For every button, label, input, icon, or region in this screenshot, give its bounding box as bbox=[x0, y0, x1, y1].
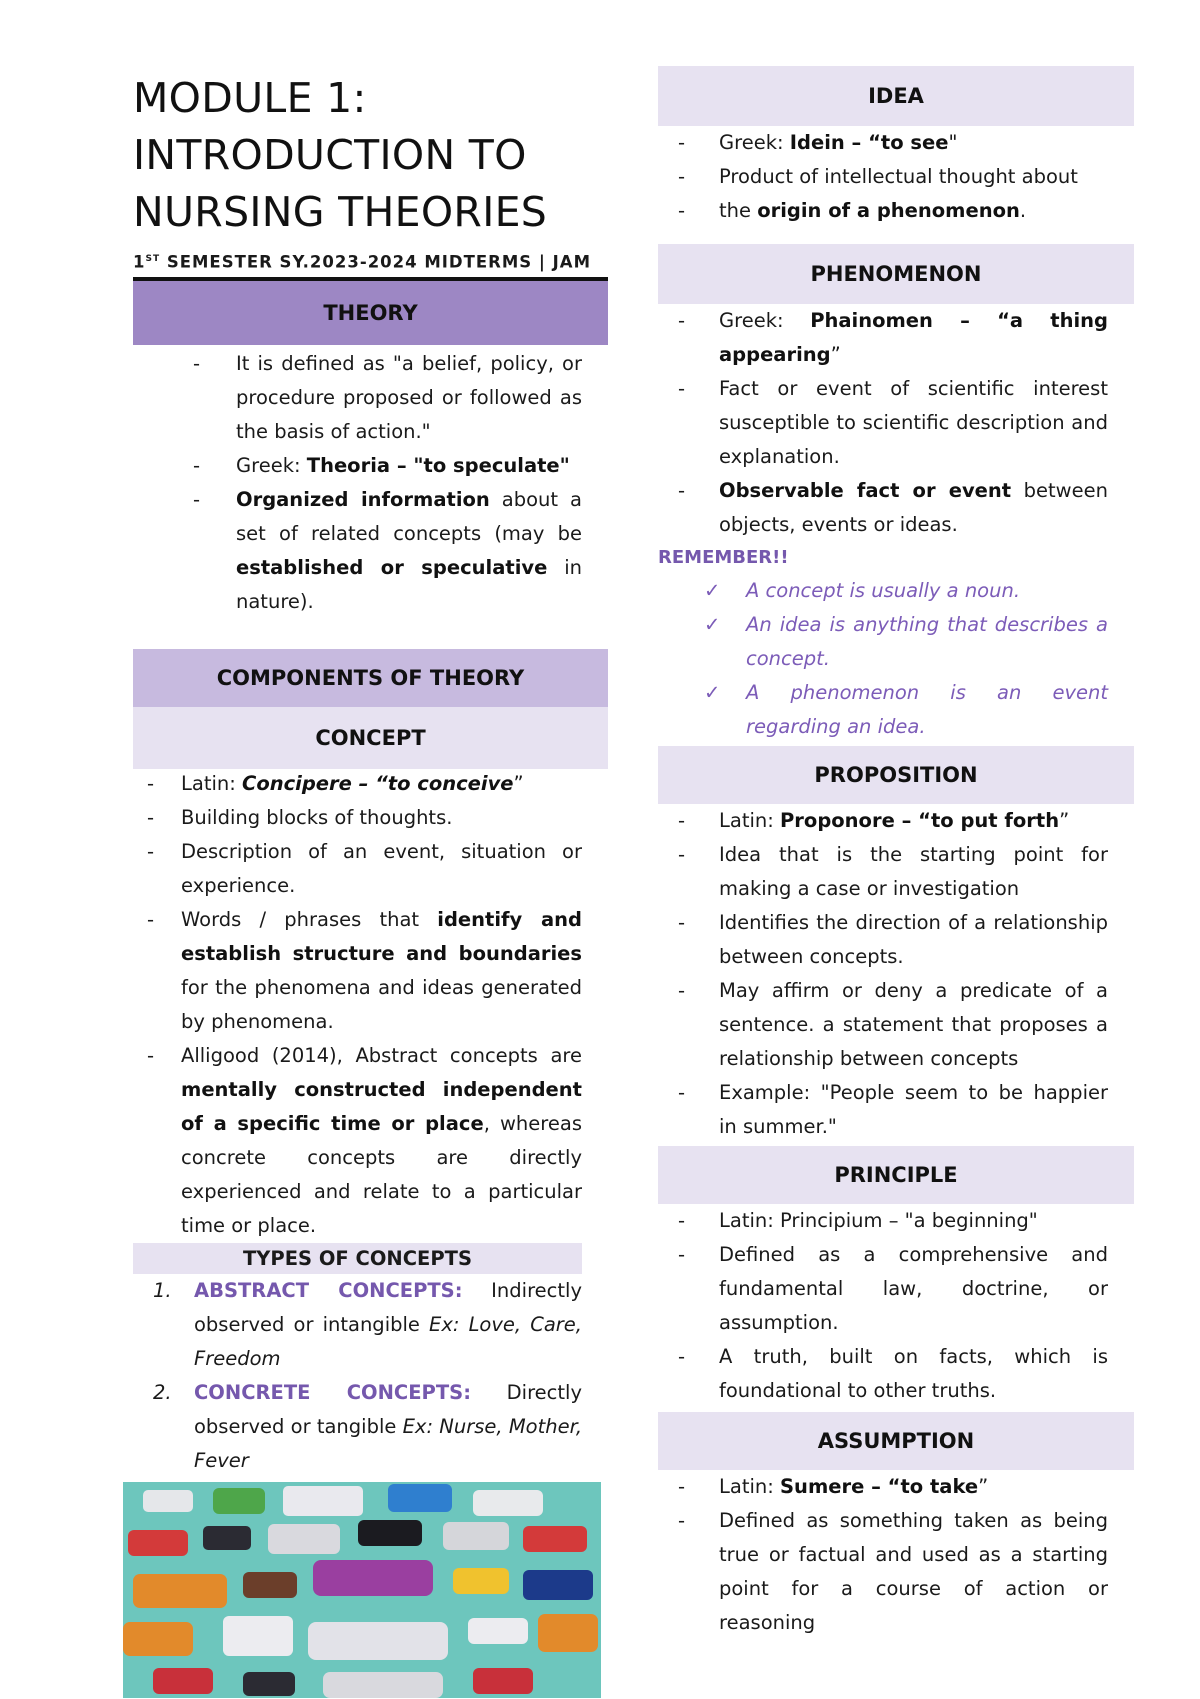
item-text: Greek: bbox=[236, 453, 307, 477]
item-text: Description of an event, situation or experience. bbox=[181, 839, 582, 897]
principle-list bbox=[658, 1204, 1134, 1408]
item-text: Latin: bbox=[181, 771, 243, 795]
semester-line bbox=[133, 247, 608, 275]
list-item bbox=[133, 903, 608, 1039]
item-text: ” bbox=[978, 1475, 989, 1498]
check-icon: ✓ bbox=[704, 579, 721, 602]
item-text: about a set of related concepts (may be bbox=[236, 487, 582, 545]
module-title bbox=[133, 70, 608, 241]
item-text: . bbox=[1019, 199, 1027, 222]
item-bold: Theoria – "to speculate" bbox=[306, 453, 570, 477]
item-text: Defined as a comprehensive and fundamental law, doctrine, or assumption. bbox=[719, 1243, 1108, 1334]
proposition-list bbox=[658, 804, 1134, 1144]
check-icon: ✓ bbox=[704, 681, 721, 704]
components-heading: COMPONENTS OF THEORY bbox=[133, 649, 608, 707]
title-line: MODULE 1: bbox=[133, 74, 367, 122]
list-item bbox=[133, 835, 608, 903]
item-text: between objects, events or ideas. bbox=[719, 479, 1108, 536]
item-text: May affirm or deny a predicate of a sentence. a statement that proposes a relationship between concepts bbox=[719, 979, 1108, 1070]
proposition-heading: PROPOSITION bbox=[658, 746, 1134, 804]
list-item bbox=[133, 483, 608, 619]
item-label: CONCRETE CONCEPTS: bbox=[194, 1380, 471, 1404]
list-item bbox=[658, 608, 1134, 676]
item-example: Ex: Nurse, Mother, Fever bbox=[194, 1414, 583, 1472]
list-item bbox=[133, 801, 608, 835]
list-item bbox=[133, 449, 608, 483]
item-bold: established or speculative bbox=[236, 555, 548, 579]
item-text: Idea that is the starting point for making a case or investigation bbox=[719, 843, 1108, 900]
idea-heading: IDEA bbox=[658, 66, 1134, 126]
item-text: ” bbox=[1059, 809, 1070, 832]
item-bold: Observable fact or event bbox=[719, 479, 1012, 502]
item-text: Greek: bbox=[719, 131, 790, 154]
item-example: Ex: Love, Care, Freedom bbox=[194, 1312, 582, 1370]
item-text: Latin: bbox=[719, 1475, 781, 1498]
list-item bbox=[658, 474, 1134, 542]
principle-heading: PRINCIPLE bbox=[658, 1146, 1134, 1204]
item-bold: Proponore – “to put forth bbox=[780, 809, 1060, 832]
list-item bbox=[658, 838, 1134, 906]
list-item bbox=[658, 194, 1134, 228]
item-text: Words / phrases that bbox=[181, 907, 438, 931]
semester-superscript: ST bbox=[145, 254, 161, 264]
idea-list bbox=[658, 126, 1134, 228]
types-heading: TYPES OF CONCEPTS bbox=[133, 1243, 582, 1274]
item-number: 2. bbox=[153, 1380, 172, 1404]
item-bold: Concipere – “to conceive bbox=[242, 771, 514, 795]
list-item bbox=[133, 1376, 608, 1478]
list-item bbox=[658, 1238, 1134, 1340]
item-text: Latin: bbox=[719, 809, 781, 832]
vehicles-illustration bbox=[123, 1482, 601, 1698]
list-item bbox=[658, 1204, 1134, 1238]
item-text: It is defined as "a belief, policy, or procedure proposed or followed as the basis of action." bbox=[236, 351, 582, 443]
assumption-list bbox=[658, 1470, 1134, 1640]
item-text: the bbox=[719, 199, 758, 222]
list-item bbox=[658, 1340, 1134, 1408]
item-number: 1. bbox=[153, 1278, 172, 1302]
item-text: Directly observed or tangible bbox=[194, 1380, 582, 1438]
assumption-heading: ASSUMPTION bbox=[658, 1412, 1134, 1470]
semester-text: SEMESTER SY.2023-2024 MIDTERMS | JAM bbox=[160, 252, 591, 272]
list-item bbox=[658, 160, 1134, 194]
list-item bbox=[658, 372, 1134, 474]
types-list bbox=[133, 1274, 608, 1478]
remember-heading: REMEMBER!! bbox=[658, 547, 789, 568]
item-text: Identifies the direction of a relationship between concepts. bbox=[719, 911, 1108, 968]
title-line: NURSING THEORIES bbox=[133, 188, 548, 236]
list-item bbox=[658, 974, 1134, 1076]
item-text: A phenomenon is an event regarding an idea. bbox=[746, 681, 1108, 738]
phenomenon-list bbox=[658, 304, 1134, 542]
title-line: INTRODUCTION TO bbox=[133, 131, 527, 179]
list-item bbox=[658, 574, 1134, 608]
item-text: Latin: Principium – "a beginning" bbox=[719, 1209, 1038, 1232]
item-text: An idea is anything that describes a concept. bbox=[746, 613, 1108, 670]
theory-list bbox=[133, 347, 608, 619]
list-item bbox=[658, 804, 1134, 838]
item-text: Alligood (2014), Abstract concepts are bbox=[181, 1043, 582, 1067]
list-item bbox=[658, 676, 1134, 744]
item-text: Fact or event of scientific interest susceptible to scientific description and explanation. bbox=[719, 377, 1108, 468]
item-bold: Sumere – “to take bbox=[780, 1475, 979, 1498]
check-icon: ✓ bbox=[704, 613, 721, 636]
item-text: ” bbox=[830, 343, 841, 366]
list-item bbox=[133, 1274, 608, 1376]
remember-list bbox=[658, 574, 1134, 744]
item-text: Example: "People seem to be happier in summer." bbox=[719, 1081, 1108, 1138]
item-text: A truth, built on facts, which is foundational to other truths. bbox=[719, 1345, 1108, 1402]
concept-list bbox=[133, 767, 608, 1243]
item-text: Greek: bbox=[719, 309, 811, 332]
list-item bbox=[658, 1504, 1134, 1640]
list-item bbox=[133, 1039, 608, 1243]
list-item bbox=[658, 1076, 1134, 1144]
item-text: in nature). bbox=[236, 555, 583, 613]
item-bold: origin of a phenomenon bbox=[757, 199, 1020, 222]
item-label: ABSTRACT CONCEPTS: bbox=[194, 1278, 463, 1302]
item-text: " bbox=[948, 131, 958, 154]
list-item bbox=[658, 126, 1134, 160]
right-column bbox=[658, 62, 1134, 1640]
item-text: A concept is usually a noun. bbox=[746, 579, 1021, 602]
list-item bbox=[133, 767, 608, 801]
item-text: ” bbox=[513, 771, 524, 795]
list-item bbox=[658, 906, 1134, 974]
item-bold: identify and establish structure and boundaries bbox=[181, 907, 583, 965]
item-text: for the phenomena and ideas generated by phenomena. bbox=[181, 975, 582, 1033]
list-item bbox=[658, 1470, 1134, 1504]
item-text: Defined as something taken as being true or factual and used as a starting point for a course of action or reasoning bbox=[719, 1509, 1108, 1634]
item-bold: Phainomen – “a thing appearing bbox=[719, 309, 1108, 366]
item-bold: Idein – “to see bbox=[789, 131, 949, 154]
list-item bbox=[658, 304, 1134, 372]
concept-heading: CONCEPT bbox=[133, 707, 608, 769]
item-text: Product of intellectual thought about bbox=[719, 165, 1078, 188]
item-bold: mentally constructed independent of a specific time or place bbox=[181, 1077, 582, 1135]
phenomenon-heading: PHENOMENON bbox=[658, 244, 1134, 304]
item-text: Building blocks of thoughts. bbox=[181, 805, 453, 829]
theory-heading: THEORY bbox=[133, 281, 608, 345]
vehicles-image bbox=[123, 1482, 601, 1698]
item-text: Indirectly observed or intangible bbox=[194, 1278, 582, 1336]
semester-number: 1 bbox=[133, 252, 146, 272]
left-column bbox=[133, 62, 608, 1698]
item-text: , whereas concrete concepts are directly experienced and relate to a particular time or place. bbox=[181, 1111, 582, 1237]
list-item bbox=[133, 347, 608, 449]
item-bold: Organized information bbox=[236, 487, 490, 511]
